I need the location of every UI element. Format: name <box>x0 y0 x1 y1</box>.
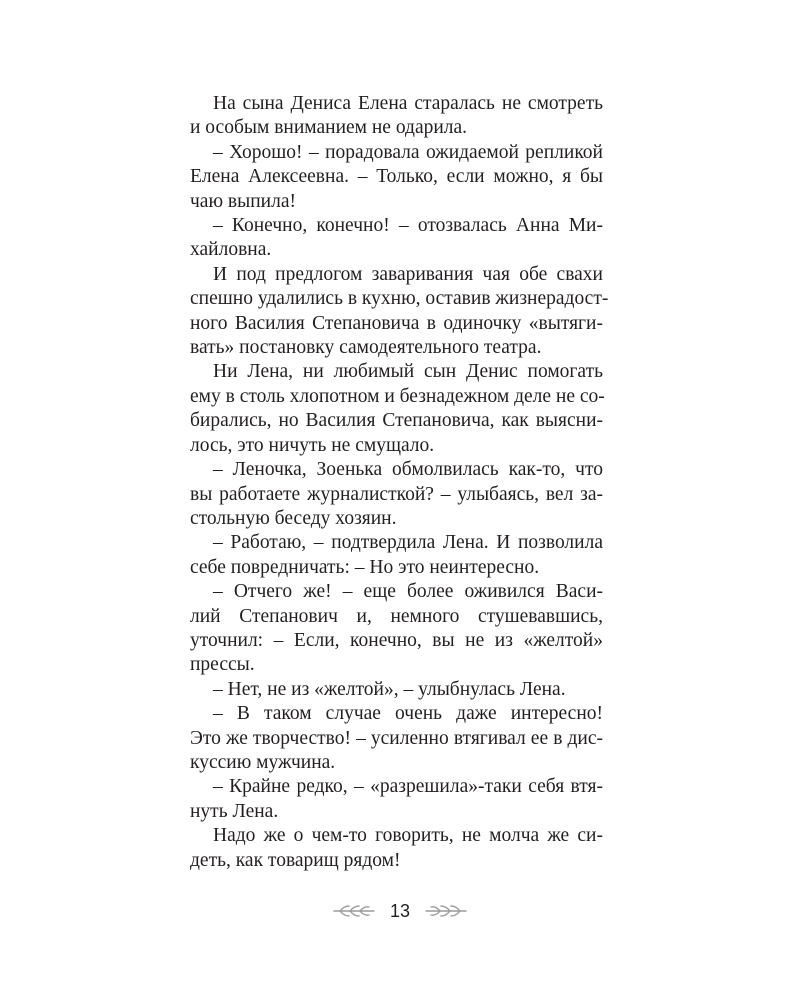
text-line: – Крайне редко, – «разрешила»-таки себя втя- <box>213 776 603 798</box>
paragraph <box>167 702 603 775</box>
text-line: лий Степанович и, немного стушевавшись, <box>190 605 603 627</box>
text-line: и особым вниманием не одарила. <box>190 117 468 139</box>
text-line: хайловна. <box>190 239 272 261</box>
sprig-right-icon <box>424 904 468 918</box>
text-line: – Леночка, Зоенька обмолвилась как-то, что <box>213 459 603 481</box>
body-text <box>167 92 609 873</box>
text-line: ему в столь хлопотном и безнадежном деле не со- <box>190 385 605 407</box>
paragraph <box>167 92 603 141</box>
text-line: – Конечно, конечно! – отозвалась Анна Ми- <box>213 215 603 237</box>
text-line: стольную беседу хозяин. <box>190 507 397 529</box>
text-line: – Отчего же! – еще более оживился Васи- <box>213 581 603 603</box>
text-line: – Работаю, – подтвердила Лена. И позволила <box>213 532 603 554</box>
paragraph <box>167 458 603 531</box>
paragraph <box>167 775 603 824</box>
page-footer <box>0 896 800 926</box>
text-line: деть, как товарищ рядом! <box>190 849 401 871</box>
text-line: спешно удалились в кухню, оставив жизнерадост- <box>190 288 609 310</box>
paragraph <box>167 214 603 263</box>
text-line: Это же творчество! – усиленно втягивал ее в дис- <box>190 727 603 749</box>
paragraph <box>167 263 609 361</box>
text-line: ного Василия Степановича в одиночку «вытяги- <box>190 312 603 334</box>
text-line: Ни Лена, ни любимый сын Денис помогать <box>213 361 603 383</box>
paragraph <box>167 360 603 458</box>
paragraph <box>167 531 603 580</box>
text-line: На сына Дениса Елена старалась не смотреть <box>213 93 603 114</box>
text-line: себе повредничать: – Но это неинтересно. <box>190 556 540 578</box>
text-line: чаю выпила! <box>190 190 296 212</box>
text-line: уточнил: – Если, конечно, вы не из «желтой» <box>190 629 603 651</box>
text-line: вы работаете журналисткой? – улыбаясь, вел за- <box>190 483 603 505</box>
text-line: вать» постановку самодеятельного театра. <box>190 337 542 359</box>
sprig-left-icon <box>332 904 376 918</box>
text-line: – Нет, не из «желтой», – улыбнулась Лена. <box>213 678 566 700</box>
text-line: И под предлогом заваривания чая обе свахи <box>213 263 603 285</box>
paragraph <box>167 141 603 214</box>
page-number: 13 <box>389 900 411 921</box>
text-line: Елена Алексеевна. – Только, если можно, я бы <box>190 166 603 188</box>
text-line: – В таком случае очень даже интересно! <box>213 703 603 725</box>
paragraph <box>167 678 603 702</box>
text-line: прессы. <box>190 654 255 676</box>
text-line: Надо же о чем-то говорить, не молча же си- <box>213 825 603 847</box>
paragraph <box>167 580 603 678</box>
text-line: куссию мужчина. <box>190 751 336 773</box>
paragraph <box>167 824 603 873</box>
text-line: бирались, но Василия Степановича, как выясни- <box>190 410 603 432</box>
text-line: лось, это ничуть не смущало. <box>190 434 435 456</box>
text-line: – Хорошо! – порадовала ожидаемой репликой <box>213 141 603 163</box>
text-line: нуть Лена. <box>190 800 279 822</box>
